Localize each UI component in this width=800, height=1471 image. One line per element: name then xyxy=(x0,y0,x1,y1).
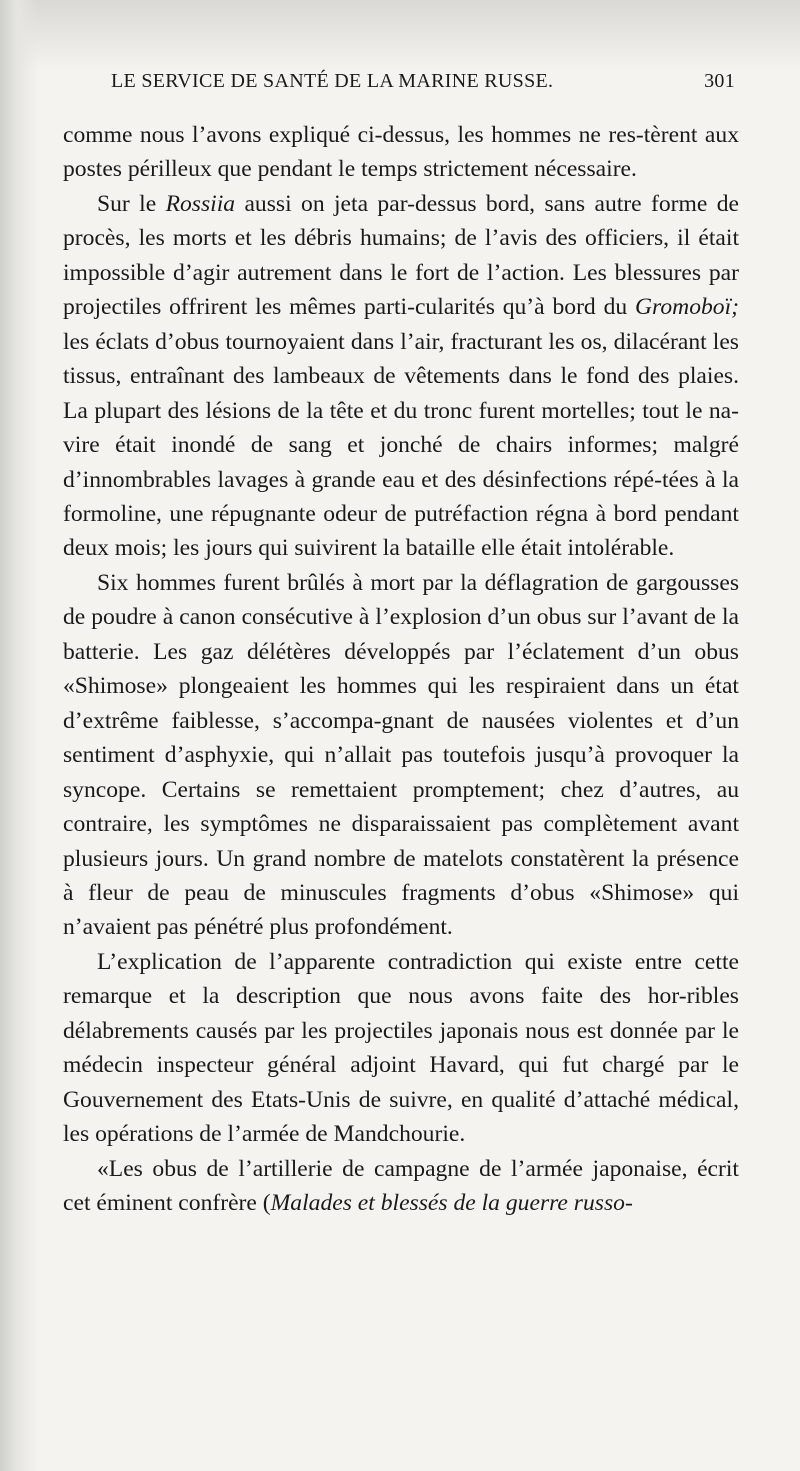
paragraph-5 xyxy=(63,1152,739,1221)
paragraph-1 xyxy=(63,118,739,187)
body-text xyxy=(63,118,739,1221)
page-top-shade xyxy=(0,0,800,70)
running-header xyxy=(63,70,739,106)
paragraph-2-text-b: aussi on jeta par-dessus bord, sans autre forme de procès, les morts et les débris humains; de l’avis des officiers, il était impossible d’agir autrement dans le fort de l’action. Les blessures par projectiles offrirent les mêmes parti-cularités qu’à bord du xyxy=(63,190,739,321)
paragraph-2 xyxy=(63,187,739,566)
cited-work-title: Malades et blessés de la guerre russo- xyxy=(270,1190,633,1217)
running-title: LE SERVICE DE SANTÉ DE LA MARINE RUSSE. xyxy=(111,70,554,92)
paragraph-2-text-a: Sur le xyxy=(97,190,166,217)
page-binding-shadow xyxy=(0,0,38,1471)
book-page xyxy=(63,70,739,1221)
paragraph-3 xyxy=(63,566,739,945)
paragraph-4-text: L’explication de l’apparente contradiction qui existe entre cette remarque et la description que nous avons faite des hor-ribles délabrements causés par les projectiles japonais nous est donnée par le médecin inspecteur général adjoint Havard, qui fut chargé par le Gouvernement des Etats-Unis de suivre, en qualité d’attaché médical, les opérations de l’armée de Mandchourie. xyxy=(63,948,739,1148)
ship-name-gromoboi: Gromoboï; xyxy=(635,294,739,321)
paragraph-5-text-a: «Les obus de l’artillerie de campagne de l’armée japonaise, écrit cet éminent confrère ( xyxy=(63,1155,739,1217)
paragraph-1-text: comme nous l’avons expliqué ci-dessus, les hommes ne res-tèrent aux postes périlleux que pendant le temps strictement nécessaire. xyxy=(63,122,739,183)
paragraph-2-text-c: les éclats d’obus tournoyaient dans l’air, fracturant les os, dilacérant les tissus, entraînant des lambeaux de vêtements dans le fond des plaies. La plupart des lésions de la tête et du tronc furent mortelles; tout le na-vire était inondé de sang et jonché de chairs informes; malgré d’innombrables lavages à grande eau et des désinfections répé-tées à la formoline, une répugnante odeur de putréfaction régna à bord pendant deux mois; les jours qui suivirent la bataille elle était intolérable. xyxy=(63,328,739,562)
page-number: 301 xyxy=(704,70,735,92)
paragraph-4 xyxy=(63,945,739,1152)
paragraph-3-text: Six hommes furent brûlés à mort par la déflagration de gargousses de poudre à canon consécutive à l’explosion d’un obus sur l’avant de la batterie. Les gaz délétères développés par l’éclatement d’un obus «Shimose» plongeaient les hommes qui les respiraient dans un état d’extrême faiblesse, s’accompa-gnant de nausées violentes et d’un sentiment d’asphyxie, qui n’allait pas toutefois jusqu’à provoquer la syncope. Certains se remettaient promptement; chez d’autres, au contraire, les symptômes ne disparaissaient pas complètement avant plusieurs jours. Un grand nombre de matelots constatèrent la présence à fleur de peau de minuscules fragments d’obus «Shimose» qui n’avaient pas pénétré plus profondément. xyxy=(63,569,739,941)
ship-name-rossiia: Rossiia xyxy=(165,190,236,217)
